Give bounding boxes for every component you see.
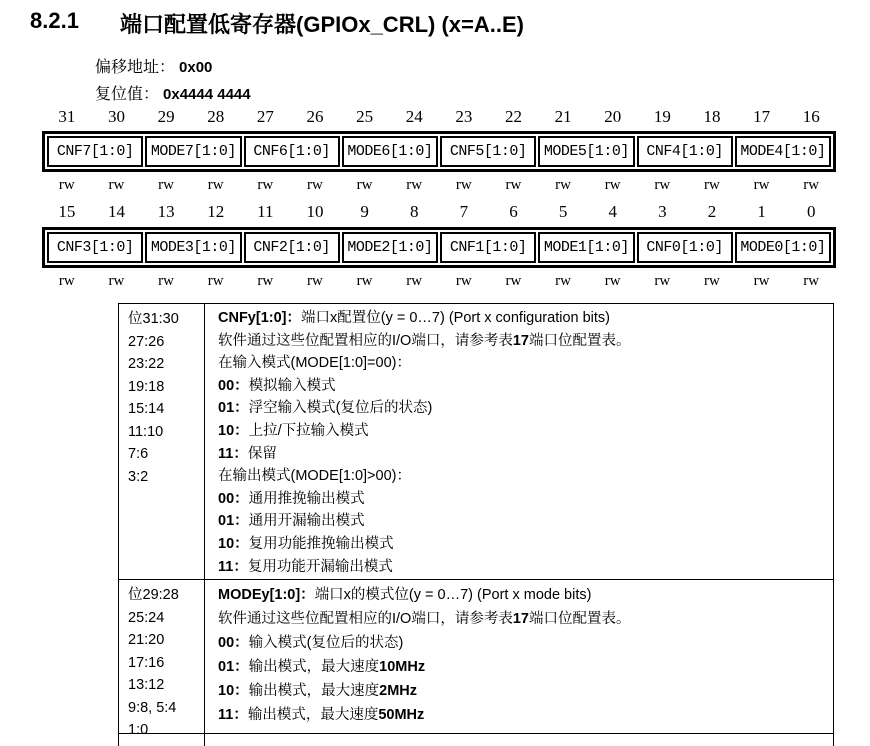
bit-description-cell bbox=[205, 734, 833, 746]
bold-text-segment: CNFy[1:0]： bbox=[218, 310, 301, 326]
bit-number: 23 bbox=[455, 107, 473, 126]
text-segment: 输出模式，最大速度 bbox=[248, 683, 380, 699]
text-segment: 复用功能开漏输出模式 bbox=[247, 558, 393, 575]
text-segment: 端口位配置表。 bbox=[528, 332, 631, 349]
bit-number: 16 bbox=[802, 107, 820, 126]
bold-text-segment: 10： bbox=[218, 535, 249, 552]
description-line bbox=[218, 465, 825, 488]
bit-range-cell bbox=[119, 580, 205, 733]
bit-number: 28 bbox=[207, 107, 225, 126]
register-field: MODE0[1:0] bbox=[735, 232, 831, 263]
table-row-partial bbox=[119, 734, 833, 746]
access-type: rw bbox=[505, 177, 522, 193]
access-type: rw bbox=[158, 273, 174, 289]
description-line bbox=[218, 352, 825, 375]
access-type: rw bbox=[406, 273, 423, 289]
description-line bbox=[218, 375, 825, 398]
bit-number: 14 bbox=[107, 202, 125, 221]
text-segment: 端口x的模式位(y = 0…7) (Port x mode bits) bbox=[314, 587, 592, 603]
text-segment: 保留 bbox=[247, 445, 277, 462]
register-field: MODE5[1:0] bbox=[538, 136, 634, 167]
text-segment: 在输入模式(MODE[1:0]=00)： bbox=[218, 355, 411, 372]
bit-number: 26 bbox=[306, 107, 324, 126]
access-type: rw bbox=[406, 177, 423, 193]
bold-text-segment: 01： bbox=[218, 513, 249, 530]
reset-value-label: 复位值： bbox=[95, 86, 160, 103]
register-field: CNF7[1:0] bbox=[47, 136, 143, 167]
text-segment: 复用功能推挽输出模式 bbox=[248, 535, 394, 552]
access-type: rw bbox=[604, 177, 621, 193]
description-line bbox=[218, 607, 825, 631]
description-line bbox=[218, 510, 825, 533]
access-type: rw bbox=[704, 177, 720, 193]
bit-number: 12 bbox=[207, 202, 225, 221]
access-type: rw bbox=[207, 273, 224, 289]
bit-range: 23:22 bbox=[128, 356, 165, 372]
bit-number: 21 bbox=[554, 107, 572, 126]
bit-range: 27:26 bbox=[128, 333, 165, 350]
description-line bbox=[218, 583, 825, 607]
text-segment: 模拟输入模式 bbox=[248, 377, 336, 394]
access-type: rw bbox=[604, 273, 621, 289]
bit-range: 15:14 bbox=[128, 401, 165, 417]
description-line bbox=[218, 703, 825, 727]
text-segment: 浮空输入模式(复位后的状态) bbox=[248, 400, 433, 417]
description-line bbox=[218, 631, 825, 655]
text-segment: 输出模式，最大速度 bbox=[248, 659, 380, 675]
text-segment: 软件通过这些位配置相应的I/O端口，请参考表 bbox=[218, 611, 513, 627]
bit-number: 6 bbox=[509, 202, 518, 221]
access-type: rw bbox=[257, 177, 274, 193]
reset-value-line bbox=[95, 81, 251, 104]
bold-text-segment: MODEy[1:0]： bbox=[218, 587, 315, 603]
description-line bbox=[218, 307, 825, 330]
text-segment: 通用开漏输出模式 bbox=[248, 513, 365, 530]
bold-text-segment: 00： bbox=[218, 377, 249, 394]
text-segment: 端口位配置表。 bbox=[528, 611, 631, 627]
access-row-high bbox=[42, 177, 836, 194]
access-type: rw bbox=[455, 273, 472, 289]
bit-range: 1:0 bbox=[128, 722, 149, 733]
register-field: CNF2[1:0] bbox=[244, 232, 340, 263]
access-type: rw bbox=[356, 177, 373, 193]
offset-address-line bbox=[95, 54, 212, 77]
bit-number: 15 bbox=[58, 202, 76, 221]
bit-description-cell bbox=[205, 304, 833, 579]
bit-number: 20 bbox=[604, 107, 622, 126]
bit-number: 0 bbox=[806, 202, 816, 221]
bold-text-segment: 2MHz bbox=[379, 683, 418, 699]
description-line bbox=[218, 533, 825, 556]
bold-text-segment: 01： bbox=[218, 659, 249, 675]
access-type: rw bbox=[704, 273, 720, 289]
text-segment: 软件通过这些位配置相应的I/O端口，请参考表 bbox=[218, 332, 513, 349]
bit-number: 27 bbox=[256, 107, 274, 126]
description-line bbox=[218, 556, 825, 579]
access-type: rw bbox=[555, 177, 571, 193]
bit-number: 22 bbox=[504, 107, 522, 126]
bold-text-segment: 50MHz bbox=[378, 707, 425, 723]
description-line bbox=[218, 397, 825, 420]
register-field: MODE3[1:0] bbox=[145, 232, 241, 263]
access-type: rw bbox=[108, 177, 125, 193]
bit-range: 19:18 bbox=[128, 378, 165, 395]
bit-range: 7:6 bbox=[128, 446, 149, 462]
bit-number: 30 bbox=[107, 107, 125, 126]
access-type: rw bbox=[58, 273, 75, 289]
register-fields-row-low bbox=[42, 227, 836, 268]
bit-number: 9 bbox=[360, 202, 369, 221]
register-field: MODE6[1:0] bbox=[342, 136, 438, 167]
access-type: rw bbox=[803, 273, 820, 289]
offset-address-label: 偏移地址： bbox=[95, 59, 176, 76]
section-heading bbox=[30, 8, 850, 36]
bit-range: 13:12 bbox=[128, 677, 165, 693]
bit-range: 11:10 bbox=[128, 423, 164, 440]
access-type: rw bbox=[158, 177, 174, 193]
bold-text-segment: 11： bbox=[218, 707, 248, 723]
bit-description-table bbox=[118, 303, 834, 746]
bit-number: 17 bbox=[753, 107, 771, 126]
description-line bbox=[218, 655, 825, 679]
bit-range: 17:16 bbox=[128, 654, 165, 671]
bit-number: 29 bbox=[157, 107, 175, 126]
section-number: 8.2.1 bbox=[30, 8, 79, 33]
access-type: rw bbox=[654, 177, 671, 193]
bit-description-cell bbox=[205, 580, 833, 733]
register-field: CNF5[1:0] bbox=[440, 136, 536, 167]
register-field: MODE7[1:0] bbox=[145, 136, 241, 167]
register-field: CNF4[1:0] bbox=[637, 136, 733, 167]
reset-value-value: 0x4444 4444 bbox=[163, 86, 251, 103]
register-field: MODE4[1:0] bbox=[735, 136, 831, 167]
bit-number: 13 bbox=[157, 202, 175, 221]
access-type: rw bbox=[58, 177, 75, 193]
access-type: rw bbox=[257, 273, 274, 289]
bit-number: 31 bbox=[58, 107, 76, 126]
bit-number: 4 bbox=[608, 202, 617, 221]
text-segment: 上拉/下拉输入模式 bbox=[248, 422, 369, 439]
bold-text-segment: 17 bbox=[512, 611, 529, 627]
bit-number: 2 bbox=[707, 202, 717, 221]
bit-range: 21:20 bbox=[128, 632, 165, 648]
register-field: CNF3[1:0] bbox=[47, 232, 143, 263]
bold-text-segment: 00： bbox=[218, 490, 249, 507]
bit-number: 5 bbox=[558, 202, 568, 221]
register-field: MODE1[1:0] bbox=[538, 232, 634, 263]
text-segment: 通用推挽输出模式 bbox=[248, 490, 365, 507]
bit-range: 25:24 bbox=[128, 609, 165, 626]
bold-text-segment: 11： bbox=[218, 558, 248, 575]
bit-range-cell bbox=[119, 734, 205, 746]
register-field: CNF0[1:0] bbox=[637, 232, 733, 263]
bold-text-segment: 01： bbox=[218, 400, 249, 417]
description-line bbox=[218, 443, 825, 466]
bold-text-segment: 17 bbox=[512, 332, 529, 349]
access-type: rw bbox=[555, 273, 571, 289]
bit-number: 11 bbox=[257, 202, 274, 221]
text-segment: 端口x配置位(y = 0…7) (Port x configuration bits) bbox=[300, 310, 611, 326]
bit-number: 18 bbox=[703, 107, 721, 126]
description-line bbox=[218, 330, 825, 353]
bit-number: 10 bbox=[306, 202, 324, 221]
bit-number: 3 bbox=[658, 202, 667, 221]
register-field: MODE2[1:0] bbox=[342, 232, 438, 263]
access-type: rw bbox=[356, 273, 373, 289]
page-title: 端口配置低寄存器(GPIOx_CRL) (x=A..E) bbox=[120, 12, 524, 37]
register-fields-row-high bbox=[42, 131, 836, 172]
bold-text-segment: 10： bbox=[218, 683, 249, 699]
bit-range: 9:8, 5:4 bbox=[128, 699, 177, 716]
bit-number: 7 bbox=[459, 202, 469, 221]
bit-number: 8 bbox=[409, 202, 419, 221]
bit-number: 25 bbox=[356, 107, 374, 126]
access-type: rw bbox=[207, 177, 224, 193]
bold-text-segment: 10MHz bbox=[379, 659, 426, 675]
bold-text-segment: 11： bbox=[218, 445, 248, 462]
bold-text-segment: 10： bbox=[218, 422, 249, 439]
description-line bbox=[218, 679, 825, 703]
offset-address-value: 0x00 bbox=[179, 59, 213, 76]
access-type: rw bbox=[307, 273, 323, 289]
description-line bbox=[218, 488, 825, 511]
bit-number: 19 bbox=[653, 107, 671, 126]
bold-text-segment: 00： bbox=[218, 635, 249, 651]
description-line bbox=[218, 420, 825, 443]
access-row-low bbox=[42, 273, 836, 290]
bit-range-cell bbox=[119, 304, 205, 579]
bit-number: 24 bbox=[405, 107, 423, 126]
bit-range: 位31:30 bbox=[128, 311, 179, 327]
access-type: rw bbox=[753, 177, 770, 193]
access-type: rw bbox=[803, 177, 820, 193]
access-type: rw bbox=[654, 273, 671, 289]
access-type: rw bbox=[455, 177, 472, 193]
bit-number: 1 bbox=[757, 202, 766, 221]
text-segment: 在输出模式(MODE[1:0]>00)： bbox=[218, 468, 411, 485]
bit-numbers-row-high bbox=[42, 107, 836, 127]
table-row bbox=[119, 580, 833, 734]
bit-numbers-row-low bbox=[42, 202, 836, 222]
access-type: rw bbox=[108, 273, 125, 289]
access-type: rw bbox=[505, 273, 522, 289]
access-type: rw bbox=[753, 273, 770, 289]
register-field: CNF1[1:0] bbox=[440, 232, 536, 263]
bit-range: 位29:28 bbox=[128, 587, 179, 603]
register-field: CNF6[1:0] bbox=[244, 136, 340, 167]
bit-range: 3:2 bbox=[128, 468, 149, 485]
text-segment: 输入模式(复位后的状态) bbox=[248, 635, 404, 651]
table-row bbox=[119, 304, 833, 580]
access-type: rw bbox=[307, 177, 323, 193]
text-segment: 输出模式，最大速度 bbox=[247, 707, 379, 723]
